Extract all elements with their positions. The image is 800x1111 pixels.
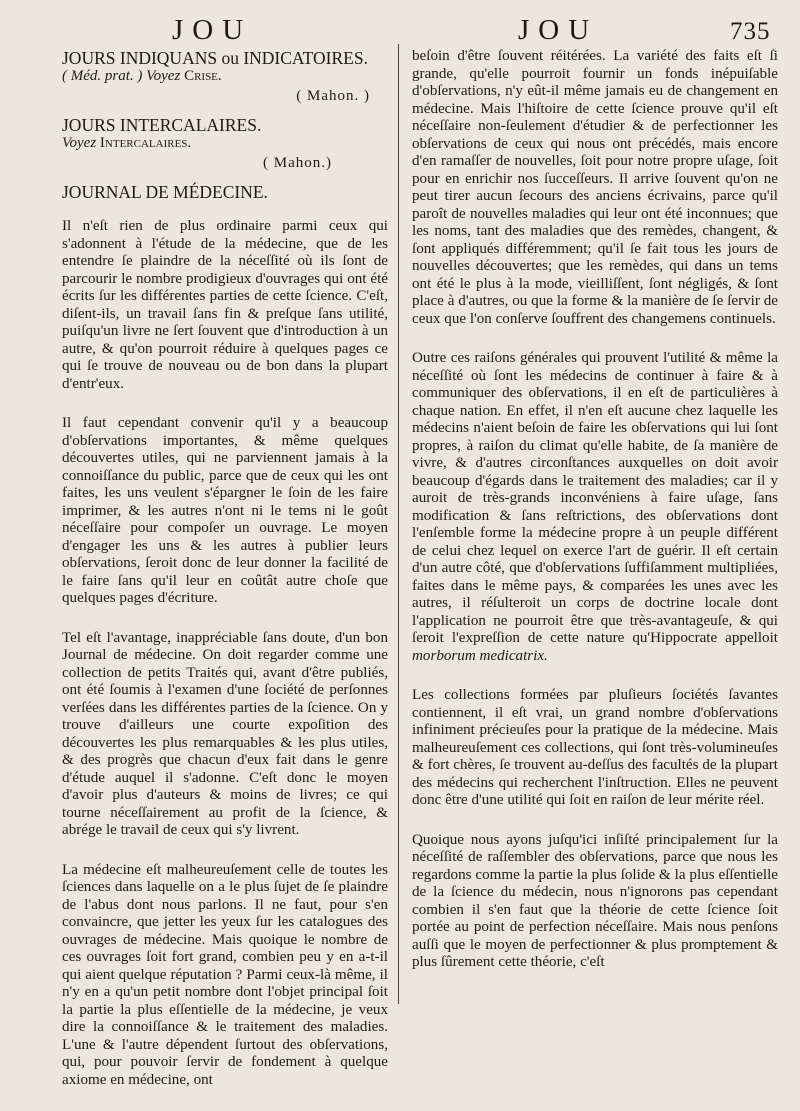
paragraph-text: Outre ces raiſons générales qui prouvent l'utilité & même la néceſſité où ſont les médecins de continuer à faire & à communiquer des obſervations, il en eſt de particulières à chaque nation. En effet, il n'en eſt aucune chez laquelle les médecins n'aient beſoin de faire les obſervations qui lui ſont propres, à raiſon du climat qu'elle habite, de ſa manière de vivre, & d'autres circonſtances auxquelles on doit avoir beaucoup d'égards dans le traitement des maladies; car il y auroit de très-grands inconvéniens à faire uſage, ſans modification & ſans reſtrictions, des obſervations dont l'enſemble forme la médecine propre à un peuple différent de celui chez lequel on exerce l'art de guérir. Il eſt certain d'un autre côté, que d'obſervations ſuffiſamment multipliées, faites dans le même pays, & comparées les unes avec les autres, il réſulteroit un corps de doctrine locale dont l'application ne pourroit être que très-avantageuſe, & qui ſeroit l'expreſſion de cette nature qu'Hippocrate appelloit	[412, 350, 778, 646]
entry-cross-reference	[62, 135, 388, 153]
entry-ref-target: Crise.	[184, 68, 222, 84]
entry-author: ( Mahon. )	[296, 87, 370, 104]
paragraph: Quoique nous ayons juſqu'ici inſiſté principalement ſur la néceſſité de raſſembler des obſervations, parce que nous les regardons comme la partie la plus ſolide & la plus eſſentielle de la ſcience du médecin, nous n'ignorons pas cependant combien il s'en faut que la théorie de cette ſcience ſoit portée au point de perfection néceſſaire. Mais nous penſons auſſi que le moyen de perfectionner & plus promptement & plus ſûrement cette théorie, c'eſt	[412, 831, 778, 970]
paragraph: Tel eſt l'avantage, inappréciable ſans doute, d'un bon Journal de médecine. On doit regarder comme une collection de petits Traités qui, avant d'être publiés, ont été ſoumis à l'examen d'une ſociété de perſonnes verſées dans les différentes parties de la ſcience. On y trouve d'ailleurs une courte expoſition des découvertes les plus remarquables & les plus utiles, & des progrès que chacun d'eux fait dans le genre d'étude auquel il s'adonne. C'eſt donc le moyen d'avoir plus d'auteurs & moins de livres; ce qui tourne néceſſairement au profit de la ſcience, & abrége le travail de ceux qui s'y livrent.	[62, 629, 388, 838]
paragraph: Les collections formées par pluſieurs ſociétés ſavantes contiennent, il eſt vrai, un grand nombre d'obſervations infiniment précieuſes pour la pratique de la médecine. Mais malheureuſement ces collections, qui ſont très-volumineuſes & fort chères, ſe trouvent au-deſſus des facultés de la plupart des médecins qui recherchent l'inſtruction. Elles ne peuvent donc être d'une utilité qui ſoit en raiſon de leur mérite réel.	[412, 687, 778, 808]
latin-phrase: morborum medicatrix.	[412, 647, 548, 664]
paragraph: Il faut cependant convenir qu'il y a beaucoup d'obſervations importantes, & même quelques découvertes utiles, qui ne parviennent jamais à la connoiſſance du public, parce que de ceux qui les ont faites, les uns veulent s'épargner le ſoin de les faire imprimer, & les autres n'ont ni le tems ni le goût néceſſaire pour compoſer un ouvrage. Le moyen d'engager les uns & les autres à publier leurs obſervations, ſeroit donc de leur donner la facilité de le faire ſans qu'il leur en coûtât autre choſe que quelques pages d'écriture.	[62, 415, 388, 606]
entry-title-journal-de-medecine: JOURNAL DE MÉDECINE.	[62, 182, 268, 202]
page-number: 735	[730, 18, 771, 45]
paragraph: La médecine eſt malheureuſement celle de toutes les ſciences dans laquelle on a le plus ſujet de ſe plaindre de l'abus dont nous parlons. Il ne faut, pour s'en convaincre, que jetter les yeux ſur les catalogues des ouvrages de médecine. Mais quoique le nombre de ces ouvrages ſoit fort grand, combien peu y en a-t-il qui aient quelque réputation ? Parmi ceux-là même, il n'y en a qu'un petit nombre dont l'objet principal ſoit la partie la plus eſſentielle de la médecine, je veux dire la connoiſſance & le traitement des maladies. L'une & l'autre dépendent ſurtout des obſervations, qui, pour pouvoir ſervir de fondement à quelque axiome en médecine, ont	[62, 861, 388, 1088]
entry-ref-prefix: Voyez	[62, 135, 97, 151]
running-head-right: JOU	[518, 14, 599, 46]
paragraph	[412, 350, 778, 665]
right-column	[412, 48, 778, 994]
entry-ref-prefix: ( Méd. prat. ) Voyez	[62, 68, 181, 84]
entry-ref-target: Intercalaires.	[99, 135, 192, 151]
entry-title-jours-indiquans: JOURS INDIQUANS ou INDICATOIRES.	[62, 48, 368, 68]
paragraph: beſoin d'être ſouvent réitérées. La variété des faits eſt ſi grande, qu'elle pourroit fournir un fonds inépuiſable d'obſervations, n'y eût-il même jamais eu de changement en médecine. Mais l'hiſtoire de cette ſcience prouve qu'il eſt néceſſaire non-ſeulement d'étudier & de perfectionner les obſervations de ceux qui nous ont précédés, mais encore d'en ramaſſer de nouvelles, ſoit pour notre propre uſage, ſoit pour en enrichir nos ſucceſſeurs. Il arrive ſouvent qu'on ne peut tirer aucun ſecours des anciens écrivains, parce qu'il paroît de nouvelles maladies qui leur ont été inconnues; que les noms, tant des maladies que des remèdes, changent, & ſont appliqués différemment; qu'il ſe fait tous les jours de nouvelles découvertes; que les remèdes, qui dans un tems ont été le plus à la mode, vieilliſſent, ſont négligés, & ſont place à d'autres, ou que la forme & la manière de ſe ſervir de ceux que l'on conſerve ſouffrent des changemens continuels.	[412, 48, 778, 327]
column-divider	[398, 44, 399, 1004]
entry-author: ( Mahon.)	[263, 154, 332, 171]
running-head-left: JOU	[172, 14, 253, 46]
entry-title-jours-intercalaires: JOURS INTERCALAIRES.	[62, 115, 262, 135]
paragraph: Il n'eſt rien de plus ordinaire parmi ceux qui s'adonnent à l'étude de la médecine, que de les entendre ſe plaindre de la néceſſité où ils ſont de parcourir le nombre prodigieux d'ouvrages qui ont été écrits ſur les différentes parties de cette ſcience. C'eſt, diſent-ils, un travail ſans fin & preſque ſans utilité, puiſqu'un livre ne ſert ſouvent que d'introduction à un autre, & qu'on pourroit réduire à quelques pages ce qui ſe trouve de nouveau ou de bon dans la plupart d'entr'eux.	[62, 218, 388, 392]
entry-cross-reference	[62, 68, 388, 86]
left-column	[62, 48, 388, 1111]
